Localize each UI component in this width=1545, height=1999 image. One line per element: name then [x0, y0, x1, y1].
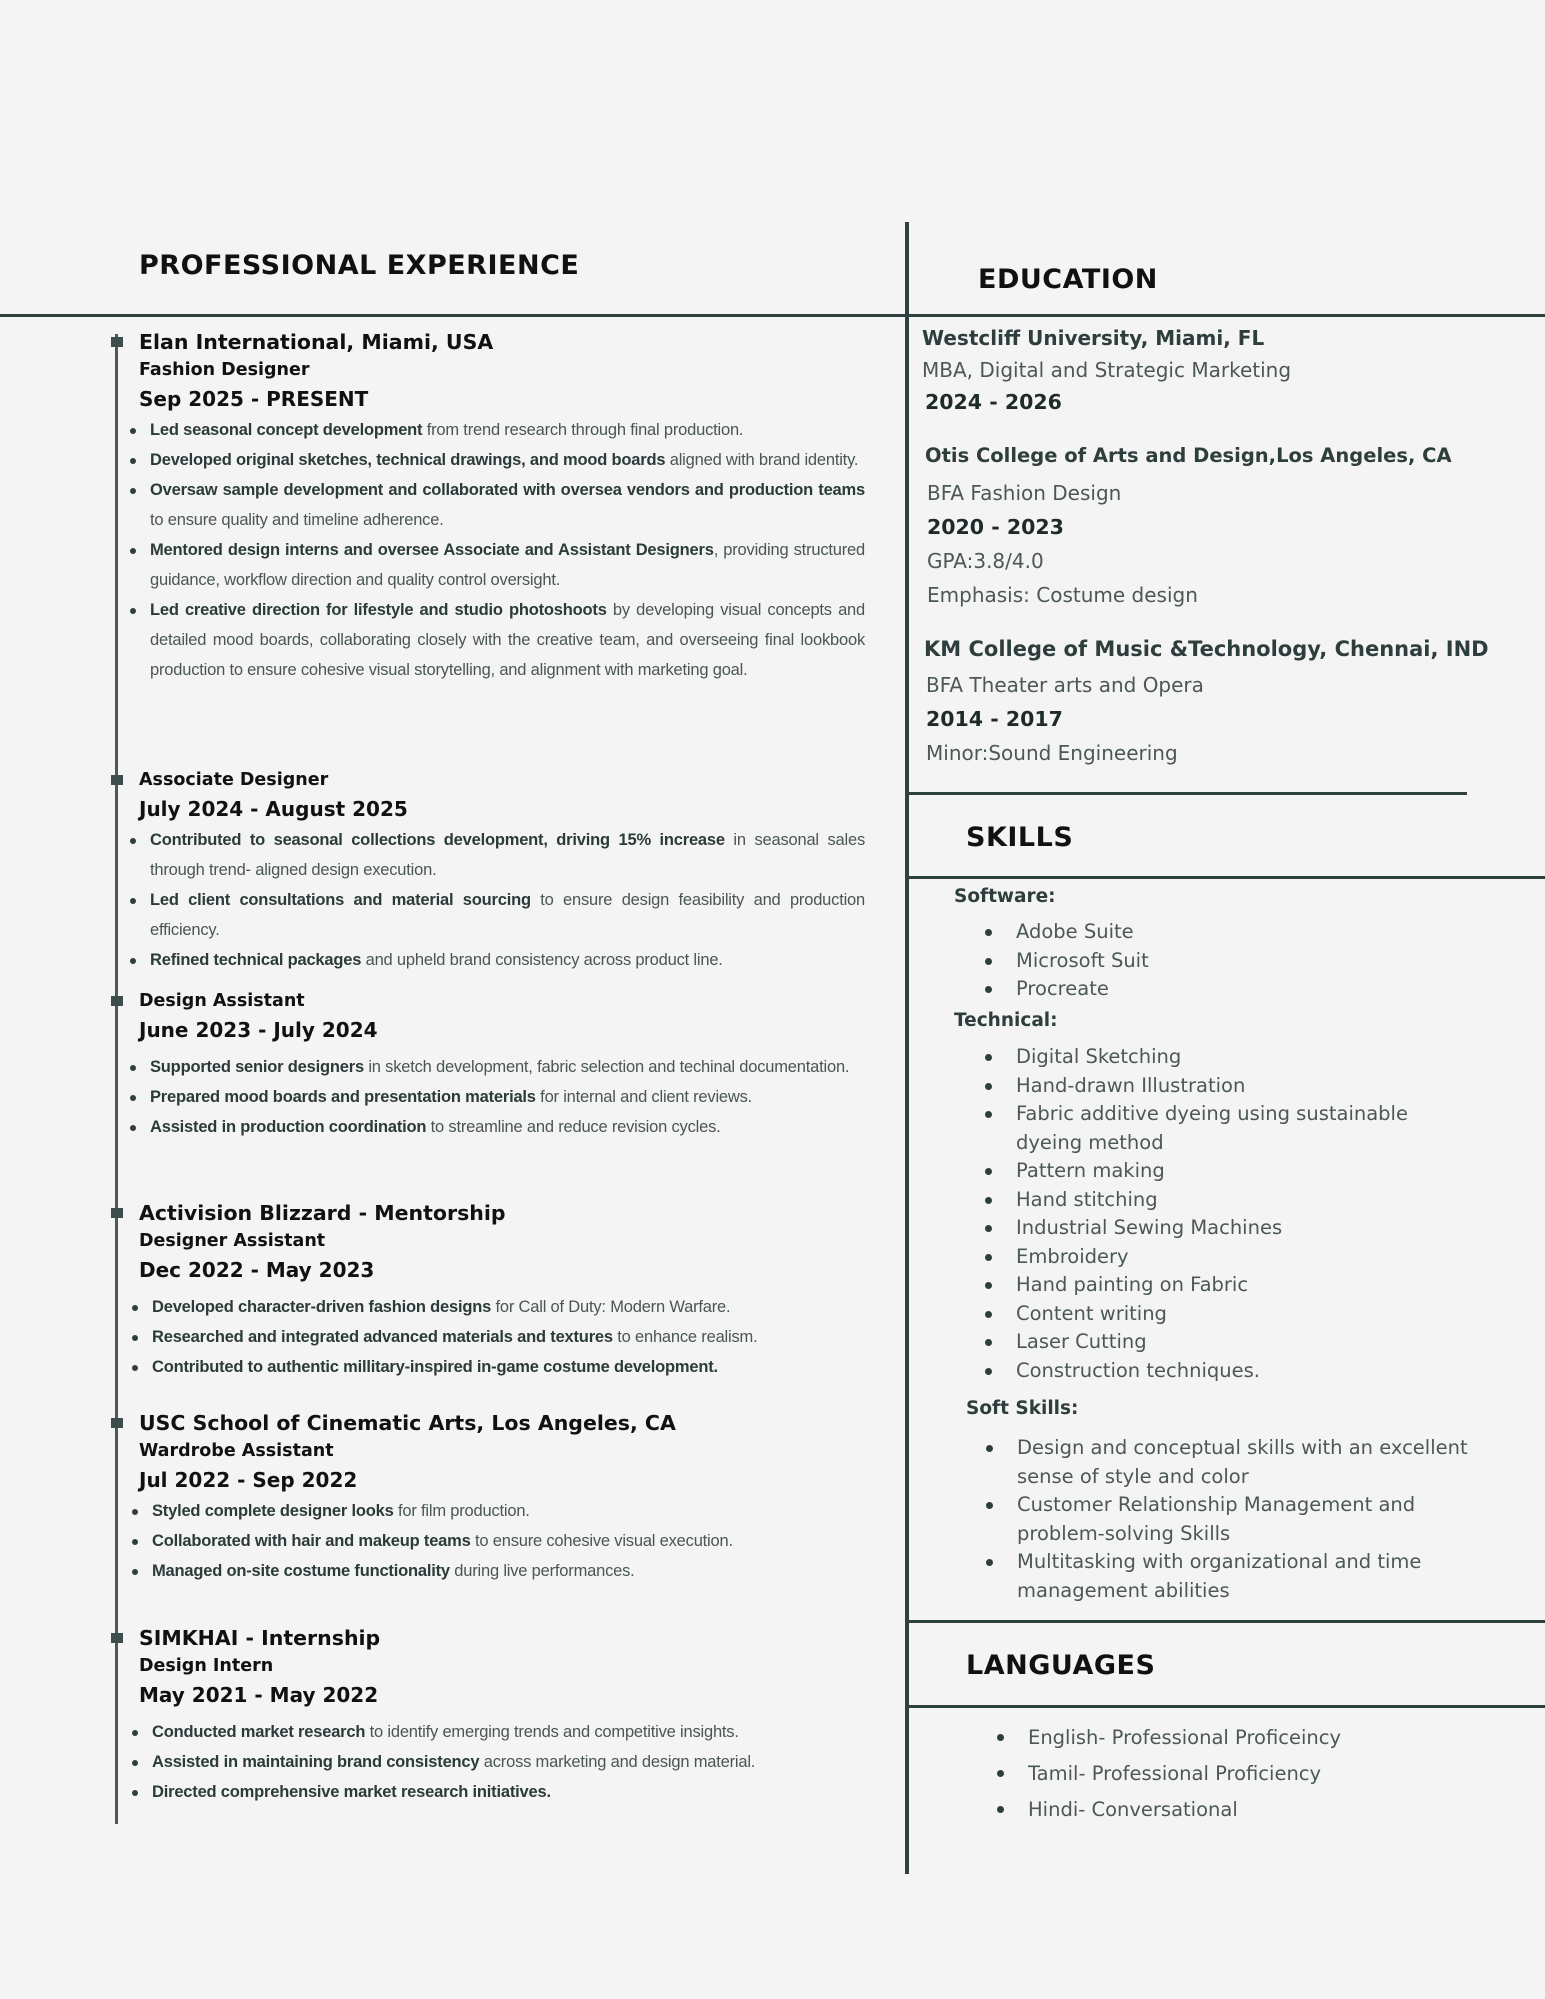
timeline-marker	[111, 1208, 123, 1218]
job-bullets	[139, 1052, 865, 1142]
bullet-item: Oversaw sample development and collaborated with oversea vendors and production teams to ensure quality and timeline adherence.	[150, 475, 865, 535]
job-bullets	[139, 825, 865, 975]
job-bullets	[139, 415, 865, 685]
list-item: English- Professional Proficeincy	[997, 1720, 1497, 1756]
list-item: Tamil- Professional Proficiency	[997, 1756, 1497, 1792]
job-dates: Dec 2022 - May 2023	[139, 1258, 375, 1282]
education-bottom-rule	[905, 792, 1467, 795]
company-name: SIMKHAI - Internship	[139, 1626, 381, 1650]
experience-entry-activision	[139, 1198, 865, 1382]
job-dates: July 2024 - August 2025	[139, 797, 408, 821]
experience-entry-elan	[139, 327, 865, 685]
languages-underline	[905, 1705, 1545, 1708]
education-dates: 2014 - 2017	[926, 707, 1063, 731]
soft-skills-label: Soft Skills:	[966, 1398, 1079, 1419]
gpa: GPA:3.8/4.0	[927, 549, 1044, 573]
technical-list	[985, 1043, 1415, 1385]
list-item: Fabric additive dyeing using sustainable dyeing method	[985, 1100, 1415, 1157]
company-name: USC School of Cinematic Arts, Los Angeles, CA	[139, 1411, 676, 1435]
degree: MBA, Digital and Strategic Marketing	[922, 358, 1292, 382]
job-role: Fashion Designer	[139, 360, 310, 380]
education-title: EDUCATION	[978, 264, 1158, 295]
bullet-item: Researched and integrated advanced materials and textures to enhance realism.	[152, 1322, 865, 1352]
list-item: Construction techniques.	[985, 1357, 1415, 1386]
experience-underline	[0, 314, 905, 317]
list-item: Adobe Suite	[985, 918, 1149, 947]
list-item: Hindi- Conversational	[997, 1792, 1497, 1828]
bullet-item: Styled complete designer looks for film production.	[152, 1496, 865, 1526]
bullet-item: Prepared mood boards and presentation materials for internal and client reviews.	[150, 1082, 865, 1112]
bullet-item: Developed character-driven fashion designs for Call of Duty: Modern Warfare.	[152, 1292, 865, 1322]
bullet-item: Assisted in maintaining brand consistency across marketing and design material.	[152, 1747, 865, 1777]
job-role: Designer Assistant	[139, 1231, 326, 1251]
experience-entry-associate	[139, 767, 865, 975]
education-entry-km	[924, 633, 1504, 770]
bullet-item: Developed original sketches, technical drawings, and mood boards aligned with brand identity.	[150, 445, 865, 475]
job-bullets	[139, 1496, 865, 1586]
bullet-item: Contributed to seasonal collections development, driving 15% increase in seasonal sales through trend- aligned design execution.	[150, 825, 865, 885]
bullet-item: Refined technical packages and upheld brand consistency across product line.	[150, 945, 865, 975]
bullet-item: Led seasonal concept development from trend research through final production.	[150, 415, 865, 445]
job-role: Wardrobe Assistant	[139, 1441, 334, 1461]
job-bullets	[139, 1717, 865, 1807]
skills-title: SKILLS	[966, 822, 1074, 853]
experience-entry-usc	[139, 1408, 865, 1586]
list-item: Procreate	[985, 975, 1149, 1004]
list-item: Industrial Sewing Machines	[985, 1214, 1415, 1243]
minor: Minor:Sound Engineering	[926, 741, 1178, 765]
software-list	[985, 918, 1149, 1004]
company-name: Activision Blizzard - Mentorship	[139, 1201, 506, 1225]
education-dates: 2024 - 2026	[925, 390, 1062, 414]
bullet-item: Collaborated with hair and makeup teams to ensure cohesive visual execution.	[152, 1526, 865, 1556]
experience-entry-simkhai	[139, 1623, 865, 1807]
school-name: Westcliff University, Miami, FL	[922, 326, 1265, 350]
list-item: Customer Relationship Management and problem-solving Skills	[986, 1491, 1506, 1548]
list-item: Multitasking with organizational and time management abilities	[986, 1548, 1506, 1605]
bullet-item: Led creative direction for lifestyle and studio photoshoots by developing visual concepts and detailed mood boards, collaborating closely with the creative team, and overseeing final lookbook production to ensure cohesive visual storytelling, and alignment with marketing goal.	[150, 595, 865, 685]
bullet-item: Led client consultations and material sourcing to ensure design feasibility and production efficiency.	[150, 885, 865, 945]
list-item: Digital Sketching	[985, 1043, 1415, 1072]
bullet-item: Managed on-site costume functionality during live performances.	[152, 1556, 865, 1586]
list-item: Content writing	[985, 1300, 1415, 1329]
soft-skills-list	[986, 1434, 1506, 1605]
languages-top-rule	[905, 1620, 1545, 1623]
list-item: Laser Cutting	[985, 1328, 1415, 1357]
experience-timeline	[115, 334, 118, 1824]
job-role: Associate Designer	[139, 770, 329, 790]
school-name: KM College of Music &Technology, Chennai, IND	[924, 637, 1489, 661]
bullet-item: Mentored design interns and oversee Associate and Assistant Designers, providing structured guidance, workflow direction and quality control oversight.	[150, 535, 865, 595]
software-label: Software:	[954, 886, 1056, 907]
education-entry-otis	[925, 440, 1505, 612]
job-bullets	[139, 1292, 865, 1382]
list-item: Hand-drawn Illustration	[985, 1072, 1415, 1101]
job-dates: Sep 2025 - PRESENT	[139, 387, 369, 411]
experience-title: PROFESSIONAL EXPERIENCE	[139, 250, 580, 281]
job-role: Design Assistant	[139, 991, 305, 1011]
job-dates: June 2023 - July 2024	[139, 1018, 378, 1042]
bullet-item: Contributed to authentic millitary-inspired in-game costume development.	[152, 1352, 865, 1382]
timeline-marker	[111, 1633, 123, 1643]
list-item: Design and conceptual skills with an excellent sense of style and color	[986, 1434, 1506, 1491]
list-item: Microsoft Suit	[985, 947, 1149, 976]
timeline-marker	[111, 996, 123, 1006]
languages-title: LANGUAGES	[966, 1650, 1156, 1681]
school-name: Otis College of Arts and Design,Los Angeles, CA	[925, 444, 1452, 467]
timeline-marker	[111, 337, 123, 347]
list-item: Embroidery	[985, 1243, 1415, 1272]
bullet-item: Directed comprehensive market research initiatives.	[152, 1777, 865, 1807]
timeline-marker	[111, 1418, 123, 1428]
degree: BFA Fashion Design	[927, 481, 1122, 505]
emphasis: Emphasis: Costume design	[927, 583, 1198, 607]
company-name: Elan International, Miami, USA	[139, 330, 494, 354]
job-dates: Jul 2022 - Sep 2022	[139, 1468, 358, 1492]
job-role: Design Intern	[139, 1656, 274, 1676]
technical-label: Technical:	[954, 1010, 1058, 1031]
skills-underline	[905, 876, 1545, 879]
education-entry-westcliff	[922, 322, 1502, 418]
education-dates: 2020 - 2023	[927, 515, 1064, 539]
list-item: Pattern making	[985, 1157, 1415, 1186]
timeline-marker	[111, 775, 123, 785]
experience-entry-design-assistant	[139, 988, 865, 1142]
list-item: Hand painting on Fabric	[985, 1271, 1415, 1300]
column-divider	[905, 222, 909, 1874]
education-underline	[905, 314, 1545, 317]
languages-list	[997, 1720, 1497, 1828]
bullet-item: Conducted market research to identify emerging trends and competitive insights.	[152, 1717, 865, 1747]
list-item: Hand stitching	[985, 1186, 1415, 1215]
job-dates: May 2021 - May 2022	[139, 1683, 379, 1707]
bullet-item: Assisted in production coordination to streamline and reduce revision cycles.	[150, 1112, 865, 1142]
degree: BFA Theater arts and Opera	[926, 673, 1204, 697]
bullet-item: Supported senior designers in sketch development, fabric selection and techinal documentation.	[150, 1052, 865, 1082]
